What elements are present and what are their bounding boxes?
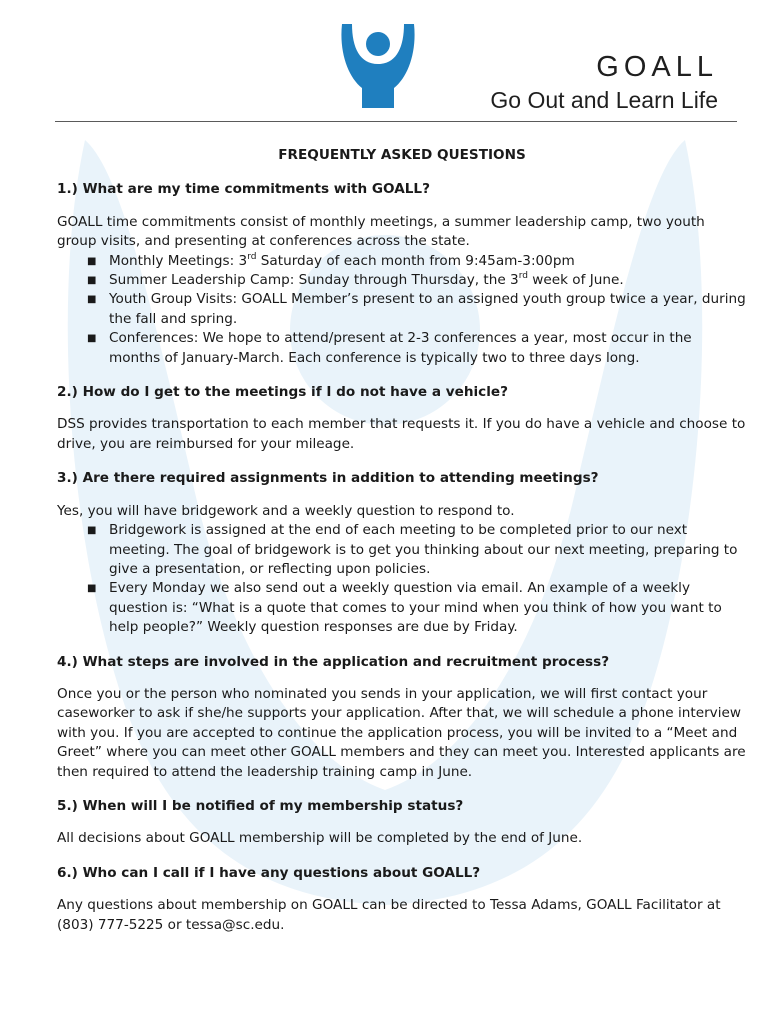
question-1: 1.) What are my time commitments with GOALL? — [57, 181, 430, 198]
question-2: 2.) How do I get to the meetings if I do not have a vehicle? — [57, 384, 508, 401]
list-item — [87, 521, 747, 579]
square-bullet-icon: ■ — [87, 294, 97, 306]
answer-2: DSS provides transportation to each member that requests it. If you do have a vehicle and choose to drive, you are reimbursed for your mileage. — [57, 416, 746, 452]
list-item — [87, 252, 747, 271]
list-item-text: week of June. — [527, 272, 624, 289]
list-item-text: Monthly Meetings: 3 — [109, 252, 248, 269]
answer-6: Any questions about membership on GOALL can be directed to Tessa Adams, GOALL Facilitator at (803) 777-5225 or tessa@sc.edu. — [57, 897, 721, 933]
list-item-text: Saturday of each month from 9:45am-3:00pm — [256, 252, 575, 269]
square-bullet-icon: ■ — [87, 275, 97, 287]
ordinal-suffix: rd — [247, 251, 257, 262]
list-item — [87, 271, 747, 290]
answer-3-intro: Yes, you will have bridgework and a weekly question to respond to. — [57, 502, 515, 519]
square-bullet-icon: ■ — [87, 255, 97, 267]
answer-3-list — [57, 521, 747, 637]
header-divider — [55, 121, 737, 122]
list-item — [87, 329, 747, 368]
brand-tagline: Go Out and Learn Life — [490, 87, 718, 113]
answer-1-list — [57, 252, 747, 368]
square-bullet-icon: ■ — [87, 525, 97, 537]
list-item-text: Bridgework is assigned at the end of each meeting to be completed prior to our next meeting. The goal of bridgework is to get you thinking about our next meeting, preparing to give a presentation, or reflecting upon policies. — [109, 522, 738, 577]
question-5: 5.) When will I be notified of my membership status? — [57, 797, 464, 814]
brand-name: GOALL — [596, 51, 718, 83]
faq-content — [57, 146, 747, 935]
answer-5: All decisions about GOALL membership will be completed by the end of June. — [57, 830, 583, 847]
answer-1-intro: GOALL time commitments consist of monthly meetings, a summer leadership camp, two youth group visits, and presenting at conferences across the state. — [57, 213, 705, 250]
square-bullet-icon: ■ — [87, 583, 97, 595]
goall-logo-icon — [336, 22, 420, 108]
list-item-text: Summer Leadership Camp: Sunday through Thursday, the 3 — [109, 272, 519, 289]
square-bullet-icon: ■ — [87, 333, 97, 345]
list-item — [87, 290, 747, 329]
brand-block — [490, 50, 718, 115]
answer-4: Once you or the person who nominated you sends in your application, we will first contact your caseworker to ask if she/he supports your application. After that, we will schedule a phone interview with you. If you are accepted to continue the application process, you will be invited to a “Meet and Greet” where you can meet other GOALL members and they can meet you. Interested applicants are then required to attend the leadership training camp in June. — [57, 685, 746, 780]
question-3: 3.) Are there required assignments in addition to attending meetings? — [57, 470, 599, 487]
list-item — [87, 579, 747, 637]
list-item-text: Every Monday we also send out a weekly question via email. An example of a weekly question is: “What is a quote that comes to your mind when you think of how you want to help people?” Weekly question responses are due by Friday. — [109, 580, 722, 636]
question-4: 4.) What steps are involved in the application and recruitment process? — [57, 653, 610, 670]
ordinal-suffix: rd — [518, 271, 528, 282]
question-6: 6.) Who can I call if I have any questions about GOALL? — [57, 864, 481, 881]
document-title: FREQUENTLY ASKED QUESTIONS — [278, 147, 526, 163]
list-item-text: Youth Group Visits: GOALL Member’s present to an assigned youth group twice a year, during the fall and spring. — [109, 291, 746, 327]
list-item-text: Conferences: We hope to attend/present at 2-3 conferences a year, most occur in the months of January-March. Each conference is typically two to three days long. — [109, 330, 692, 366]
